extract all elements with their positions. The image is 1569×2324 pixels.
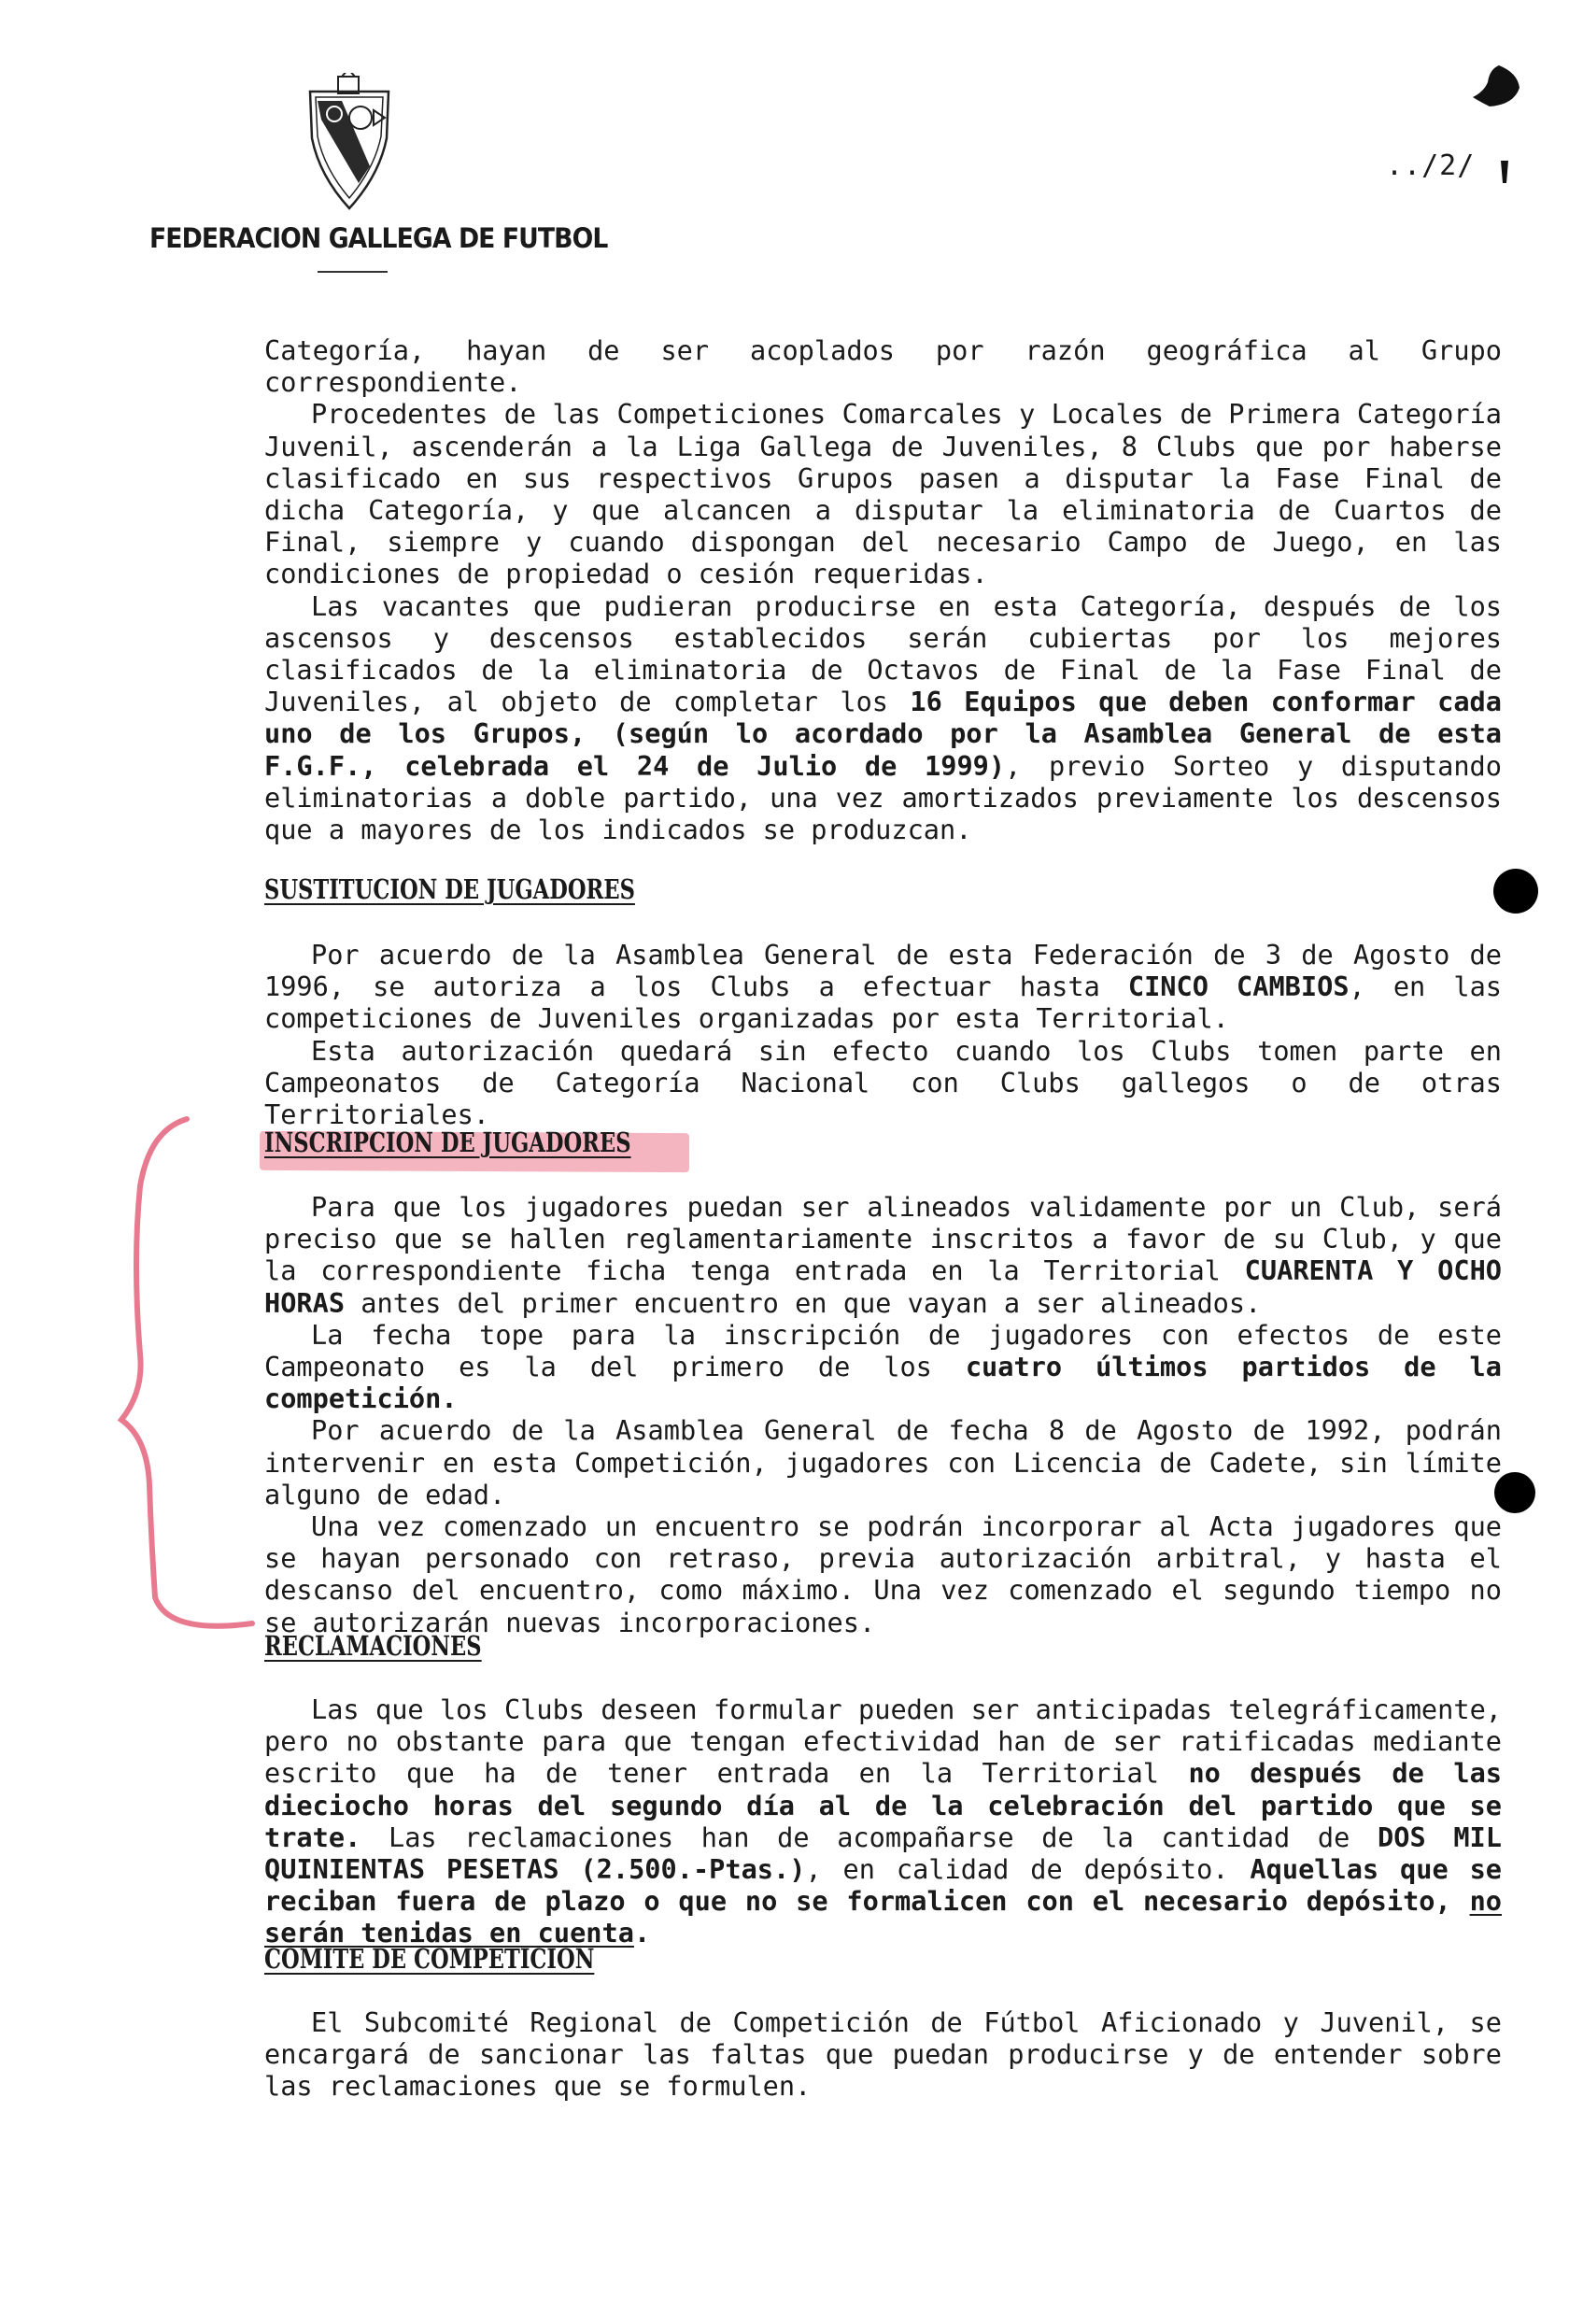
bold-text: CUARENTA Y OCHO HORAS [264, 1254, 1502, 1319]
body-paragraph: Por acuerdo de la Asamblea General de fecha 8 de Agosto de 1992, podrán intervenir en esta Competición, jugadores con Licencia de Cadete, sin límite alguno de edad. [264, 1414, 1502, 1510]
body-paragraph [264, 1693, 1502, 1949]
org-name: FEDERACION GALLEGA DE FUTBOL [149, 222, 608, 254]
bold-text: Aquellas que se reciban fuera de plazo o que no se formalicen con el necesario depósito, [264, 1853, 1502, 1918]
inscripcion-section [264, 1191, 1502, 1638]
intro-paragraph [264, 590, 1502, 846]
text-span: Por acuerdo de la Asamblea General de esta Federación de 3 de Agosto de 1996, se autoriza a los Clubs a efectuar hasta [264, 939, 1502, 1003]
text-span: Las reclamaciones han de acompañarse de la cantidad de [360, 1821, 1378, 1853]
bold-text: DOS MIL QUINIENTAS PESETAS (2.500.-Ptas.) [264, 1821, 1502, 1886]
comite-section [264, 2006, 1502, 2103]
body-paragraph [264, 939, 1502, 1035]
sustitucion-section [264, 939, 1502, 1130]
text-span: , en las competiciones de Juveniles organizadas por esta Territorial. [264, 971, 1502, 1035]
body-paragraph: Esta autorización quedará sin efecto cuando los Clubs tomen parte en Campeonatos de Categoría Nacional con Clubs gallegos o de otras Territoriales. [264, 1034, 1502, 1131]
bold-text: cuatro últimos partidos de la competición. [264, 1351, 1502, 1415]
bold-text: . [633, 1917, 651, 1949]
body-paragraph: Una vez comenzado un encuentro se podrán incorporar al Acta jugadores que se hayan personado con retraso, previa autorización arbitral, y hasta el descanso del encuentro, como máximo. Una vez comenzado el segundo tiempo no se autorizarán nuevas incorporaciones. [264, 1510, 1502, 1638]
text-span: Las que los Clubs deseen formular pueden ser anticipadas telegráficamente, pero no obstante para que tengan efectividad han de ser ratificadas mediante escrito que ha de tener entrada en la Territorial [264, 1693, 1502, 1790]
reclamaciones-section [264, 1693, 1502, 1949]
section-heading: RECLAMACIONES [264, 1630, 482, 1662]
section-heading: INSCRIPCION DE JUGADORES [264, 1127, 631, 1158]
page-number: ../2/ [1386, 149, 1476, 182]
text-span: Para que los jugadores puedan ser alineados validamente por un Club, será preciso que se hallen reglamentariamente inscritos a favor de su Club, y que la correspondiente ficha tenga entrada en la Territorial [264, 1191, 1502, 1287]
body-paragraph [264, 1319, 1502, 1415]
ink-dot-icon [1498, 157, 1511, 187]
text-span: La fecha tope para la inscripción de jugadores con efectos de este Campeonato es la del primero de los [264, 1318, 1502, 1383]
text-span: , en calidad de depósito. [805, 1853, 1251, 1886]
intro-paragraph: Categoría, hayan de ser acoplados por razón geográfica al Grupo correspondiente. [264, 334, 1502, 399]
org-underline [318, 271, 388, 273]
intro-section [264, 334, 1502, 845]
bold-text: CINCO CAMBIOS [1127, 971, 1350, 1003]
underlined-bold-text: no serán tenidas en cuenta [264, 1885, 1502, 1949]
section-heading: COMITE DE COMPETICION [264, 1943, 595, 1975]
bold-text: no después de las dieciocho horas del segundo día al de la celebración del partido que se trate. [264, 1757, 1503, 1853]
text-span: Las vacantes que pudieran producirse en esta Categoría, después de los ascensos y descensos establecidos serán cubiertas por los mejores clasificados de la eliminatoria de Octavos de Final de la Fase Final de Juveniles, al objeto de completar los [264, 589, 1502, 718]
text-span: antes del primer encuentro en que vayan a ser alineados. [345, 1286, 1262, 1319]
section-heading: SUSTITUCION DE JUGADORES [264, 873, 635, 905]
punch-hole-icon [1490, 865, 1542, 917]
bold-text: 16 Equipos que deben conformar cada uno de los Grupos, (según lo acordado por la Asamblea General de esta F.G.F., celebrada el 24 de Julio de 1999) [264, 686, 1502, 782]
body-paragraph: El Subcomité Regional de Competición de Fútbol Aficionado y Juvenil, se encargará de sancionar las faltas que puedan producirse y de entender sobre las reclamaciones que se formulen. [264, 2006, 1502, 2103]
ink-blot-icon [1462, 60, 1527, 116]
fgf-crest-icon [304, 73, 394, 213]
intro-paragraph: Procedentes de las Competiciones Comarcales y Locales de Primera Categoría Juvenil, ascenderán a la Liga Gallega de Juveniles, 8 Clubs que por haberse clasificado en sus respectivos Grupos pasen a disputar la Fase Final de dicha Categoría, y que alcancen a disputar la eliminatoria de Cuartos de Final, siempre y cuando dispongan del necesario Campo de Juego, en las condiciones de propiedad o cesión requeridas. [264, 398, 1502, 590]
body-paragraph [264, 1191, 1502, 1319]
text-span: , previo Sorteo y disputando eliminatorias a doble partido, una vez amortizados previamente los descensos que a mayores de los indicados se produzcan. [264, 749, 1502, 846]
red-brace-mark [112, 1112, 262, 1644]
